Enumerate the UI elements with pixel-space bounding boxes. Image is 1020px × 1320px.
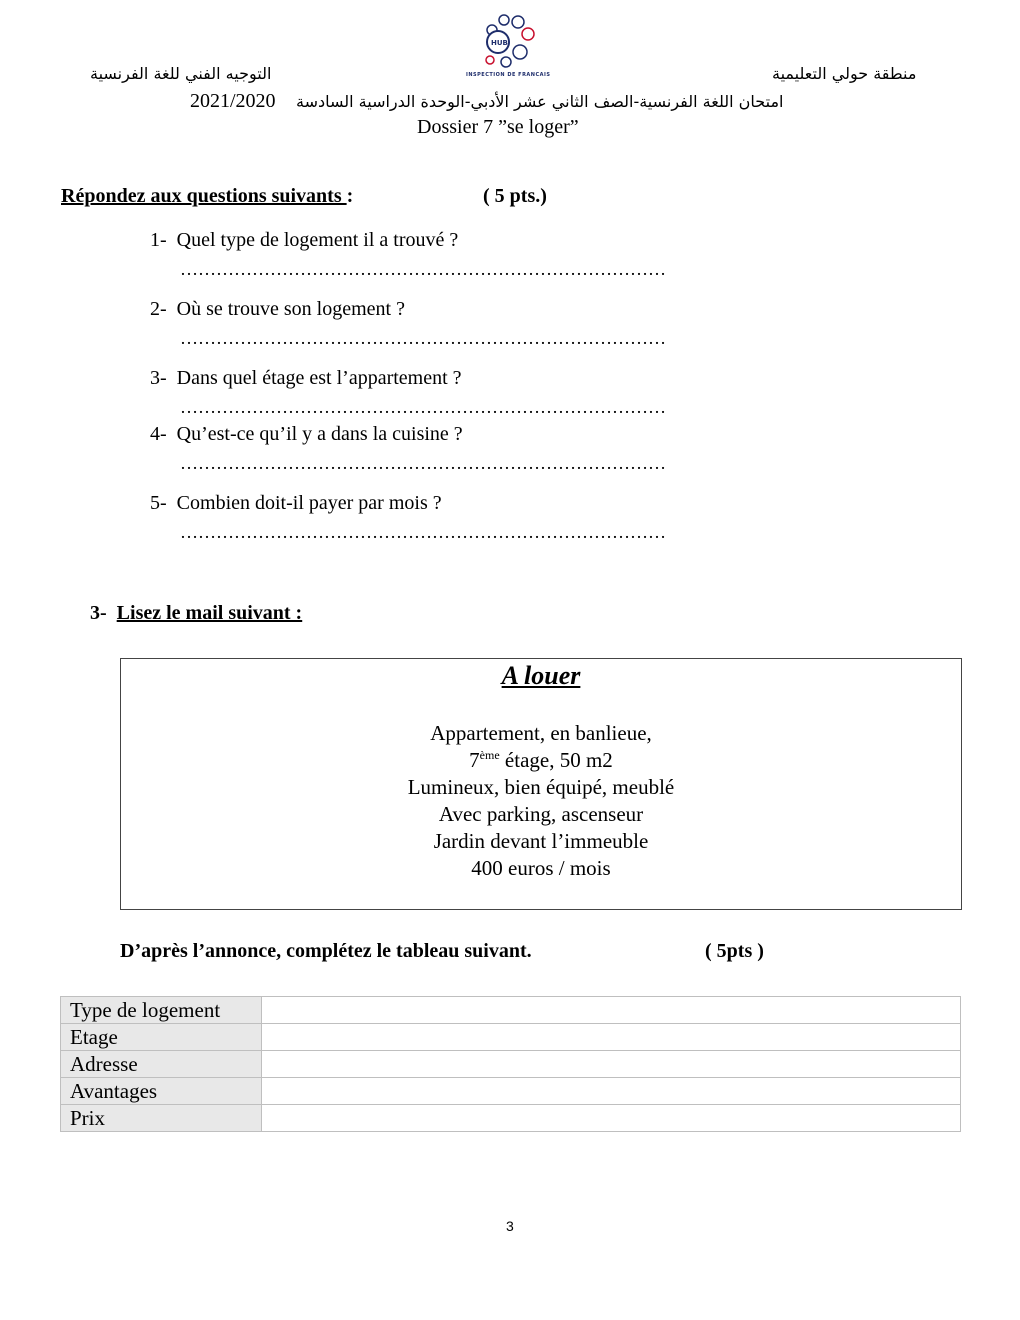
- table-row: [61, 1024, 961, 1051]
- supervision-title: التوجيه الفني للغة الفرنسية: [90, 64, 272, 83]
- table-row: [61, 1051, 961, 1078]
- region-title: منطقة حولي التعليمية: [772, 64, 917, 83]
- ad-line-3: Lumineux, bien équipé, meublé: [407, 775, 675, 799]
- mail-heading-text: Lisez le mail suivant :: [116, 602, 303, 624]
- mail-heading-num: 3-: [90, 602, 107, 624]
- row-label: Prix: [61, 1105, 262, 1132]
- row-label: Avantages: [61, 1078, 262, 1105]
- question-2: 2- Où se trouve son logement ?: [150, 298, 405, 320]
- answer-line-1[interactable]: ………………………………………………………………………: [180, 259, 666, 279]
- row-value[interactable]: [262, 1051, 961, 1078]
- questions-heading-colon: :: [346, 185, 354, 207]
- ad-line-1: Appartement, en banlieue,: [430, 721, 652, 745]
- mail-heading: [90, 602, 302, 625]
- question-5: 5- Combien doit-il payer par mois ?: [150, 492, 442, 514]
- answer-line-3[interactable]: ………………………………………………………………………: [180, 397, 666, 417]
- exam-year: 2021/2020: [190, 90, 276, 112]
- ad-line-5: Jardin devant l’immeuble: [433, 829, 649, 853]
- answer-table: [60, 996, 961, 1132]
- question-4: 4- Qu’est-ce qu’il y a dans la cuisine ?: [150, 423, 463, 445]
- logo-caption: INSPECTION DE FRANCAIS: [466, 72, 551, 78]
- question-1: 1- Quel type de logement il a trouvé ?: [150, 229, 459, 251]
- ad-title: A louer: [501, 661, 581, 690]
- row-label: Adresse: [61, 1051, 262, 1078]
- row-value[interactable]: [262, 1024, 961, 1051]
- ad-box: [120, 658, 962, 910]
- table-instruction: D’après l’annonce, complétez le tableau suivant.: [120, 940, 532, 962]
- answer-line-2[interactable]: ………………………………………………………………………: [180, 328, 666, 348]
- logo-text: HUB: [491, 39, 508, 47]
- answer-line-4[interactable]: ………………………………………………………………………: [180, 453, 666, 473]
- questions-points: ( 5 pts.): [483, 185, 547, 207]
- ad-line-6: 400 euros / mois: [471, 856, 611, 880]
- table-points: ( 5pts ): [705, 940, 764, 962]
- exam-title: امتحان اللغة الفرنسية-الصف الثاني عشر الأدبي-الوحدة الدراسية السادسة: [296, 92, 784, 111]
- questions-heading: [61, 185, 353, 208]
- page-number: 3: [506, 1218, 514, 1234]
- questions-heading-text: Répondez aux questions suivants: [61, 185, 347, 207]
- dossier-title: Dossier 7 ”se loger”: [417, 116, 579, 138]
- row-value[interactable]: [262, 1105, 961, 1132]
- row-label: Etage: [61, 1024, 262, 1051]
- answer-line-5[interactable]: ………………………………………………………………………: [180, 522, 666, 542]
- table-row: [61, 997, 961, 1024]
- row-value[interactable]: [262, 997, 961, 1024]
- ad-line-4: Avec parking, ascenseur: [438, 802, 644, 826]
- table-row: [61, 1078, 961, 1105]
- row-label: Type de logement: [61, 997, 262, 1024]
- ad-line-2: 7ème étage, 50 m2: [469, 748, 613, 772]
- question-3: 3- Dans quel étage est l’appartement ?: [150, 367, 462, 389]
- row-value[interactable]: [262, 1078, 961, 1105]
- table-row: [61, 1105, 961, 1132]
